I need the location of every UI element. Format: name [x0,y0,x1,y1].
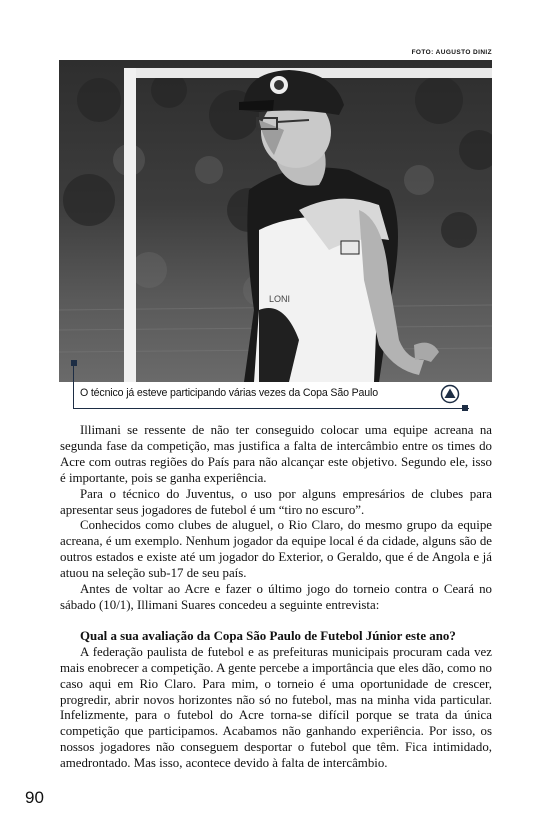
triangle-logo-icon [440,384,460,404]
caption-frame-vertical-line [73,362,74,409]
shirt-text: LONI [269,294,291,304]
interview-question: Qual a sua avaliação da Copa São Paulo de Futebol Júnior este ano? [80,628,456,643]
page-number: 90 [25,788,44,807]
photo-credit: FOTO: AUGUSTO DINIZ [411,49,492,56]
paragraph: Para o técnico do Juventus, o uso por alguns empresários de clubes para apresentar seus jogadores de futebol é um “tiro no escuro”. [60,486,492,517]
coach-photo [59,60,492,382]
caption-frame-horizontal-line [73,408,469,409]
paragraph: Conhecidos como clubes de aluguel, o Rio Claro, do mesmo grupo da equipe acreana, é um exemplo. Nenhum jogador da equipe local é da cidade, alguns são de outros estados e existe até um jogador do Exterior, o Geraldo, que é de Angola e já atuou na seleção sub-17 de seu país. [60,518,492,581]
article-body [60,423,492,772]
photo-caption: O técnico já esteve participando várias vezes da Copa São Paulo [80,387,378,399]
caption-frame-corner-top [71,360,77,366]
interview-answer: A federação paulista de futebol e as prefeituras municipais procuram cada vez mais enobrecer a competição. A gente percebe a importância que eles dão, como no caso aqui em Rio Claro. Para mim, o torneio é uma oportunidade de crescer, progredir, abrir novos horizontes não só no futebol, mas na minha vida particular. Infelizmente, para o futebol do Acre torna-se difícil porque se trata da única competição que participamos. Acabamos não ganhando experiência. Por isso, os nossos jogadores não conseguem desportar o futebol que têm. Fica intimidado, amedrontado. Mas isso, acontece devido à falta de intercâmbio. [60,644,492,771]
paragraph: Illimani se ressente de não ter conseguido colocar uma equipe acreana na segunda fase da competição, mas justifica a falta de intercâmbio entre os times do Acre com outras regiões do País para não alcançar este objetivo. Segundo ele, isso é importante, pois se ganha experiência. [60,423,492,485]
paragraph: Antes de voltar ao Acre e fazer o último jogo do torneio contra o Ceará no sábado (10/1), Illimani Suares concedeu a seguinte entrevista: [60,582,492,612]
caption-frame [72,362,468,409]
caption-frame-corner-bottom [462,405,468,411]
